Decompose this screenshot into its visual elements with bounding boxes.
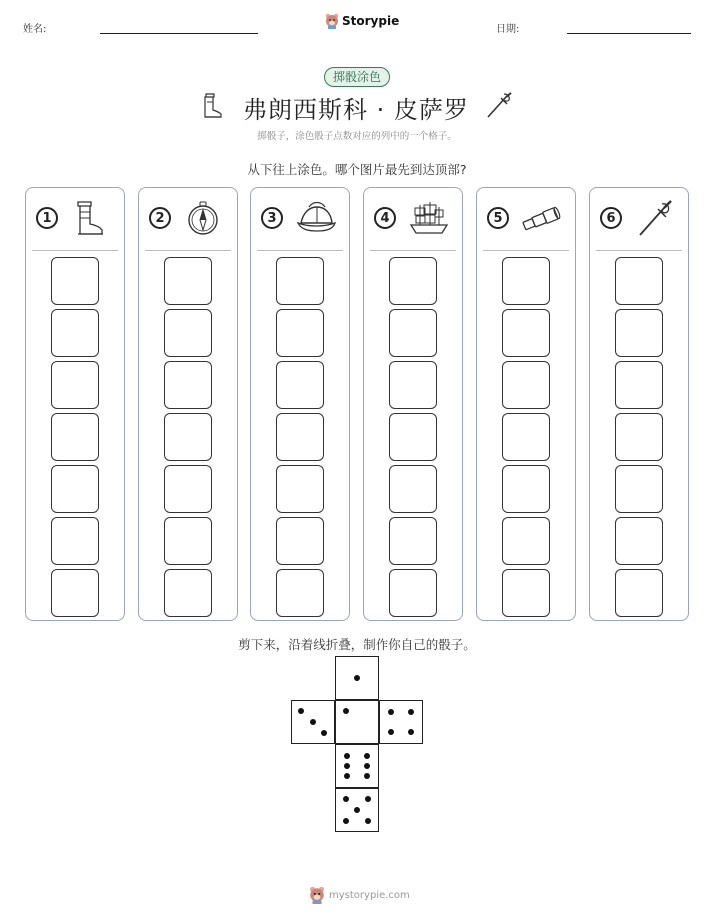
footer-url[interactable]: mystorypie.com <box>329 889 410 901</box>
color-cell[interactable] <box>615 309 663 357</box>
die-pip <box>408 729 414 735</box>
die-pip <box>388 729 394 735</box>
color-cell[interactable] <box>164 257 212 305</box>
column-2 <box>138 187 238 621</box>
die-face-6 <box>335 744 379 788</box>
color-cell[interactable] <box>276 309 324 357</box>
column-number: 6 <box>600 207 622 229</box>
sword-icon <box>484 90 514 120</box>
spyglass-icon <box>521 199 563 237</box>
name-line <box>100 33 258 34</box>
color-cell[interactable] <box>51 465 99 513</box>
color-cell[interactable] <box>502 465 550 513</box>
column-3 <box>250 187 350 621</box>
color-cell[interactable] <box>502 413 550 461</box>
column-6 <box>589 187 689 621</box>
die-instruction: 剪下来，沿着线折叠，制作你自己的骰子。 <box>238 637 476 652</box>
die-face-3 <box>291 700 335 744</box>
color-cell[interactable] <box>389 257 437 305</box>
column-divider <box>596 250 682 251</box>
color-cell[interactable] <box>389 569 437 617</box>
color-cell[interactable] <box>615 361 663 409</box>
page-title: 弗朗西斯科 · 皮萨罗 <box>243 96 469 124</box>
die-pip <box>298 708 304 714</box>
color-cell[interactable] <box>164 413 212 461</box>
bear-logo-icon <box>309 886 325 904</box>
color-cell[interactable] <box>276 257 324 305</box>
color-cell[interactable] <box>51 257 99 305</box>
color-cell[interactable] <box>51 309 99 357</box>
color-cell[interactable] <box>615 465 663 513</box>
column-number: 2 <box>149 207 171 229</box>
conquistador-helmet-icon <box>295 199 337 237</box>
column-5 <box>476 187 576 621</box>
die-pip <box>321 730 327 736</box>
color-cell[interactable] <box>615 413 663 461</box>
compass-icon <box>183 199 225 237</box>
color-cell[interactable] <box>164 361 212 409</box>
galleon-ship-icon <box>408 199 450 237</box>
column-divider <box>257 250 343 251</box>
column-divider <box>483 250 569 251</box>
column-divider <box>370 250 456 251</box>
footer <box>309 886 410 904</box>
die-pip <box>310 719 316 725</box>
logo-text: Storypie <box>342 14 400 28</box>
color-cell[interactable] <box>51 361 99 409</box>
color-cell[interactable] <box>276 361 324 409</box>
sword-icon <box>634 199 676 237</box>
column-4 <box>363 187 463 621</box>
die-face-5 <box>335 788 379 832</box>
color-cell[interactable] <box>502 569 550 617</box>
subtitle: 掷骰子，涂色骰子点数对应的列中的一个格子。 <box>257 131 457 142</box>
color-cell[interactable] <box>389 361 437 409</box>
color-cell[interactable] <box>276 517 324 565</box>
boot-icon <box>200 92 226 120</box>
color-cell[interactable] <box>164 465 212 513</box>
die-pip <box>344 753 350 759</box>
color-cell[interactable] <box>502 309 550 357</box>
die-pip <box>364 773 370 779</box>
bear-logo-icon <box>325 13 339 29</box>
date-line <box>567 33 691 34</box>
die-face-4 <box>379 700 423 744</box>
die-pip <box>365 796 371 802</box>
column-number: 5 <box>487 207 509 229</box>
column-1 <box>25 187 125 621</box>
color-cell[interactable] <box>502 517 550 565</box>
instruction-text: 从下往上涂色。哪个图片最先到达顶部? <box>247 162 467 177</box>
name-label: 姓名: <box>23 24 47 35</box>
color-cell[interactable] <box>51 569 99 617</box>
die-pip <box>343 796 349 802</box>
die-pip <box>343 818 349 824</box>
die-pip <box>364 763 370 769</box>
color-cell[interactable] <box>389 309 437 357</box>
column-number: 1 <box>36 207 58 229</box>
color-cell[interactable] <box>51 413 99 461</box>
die-pip <box>408 709 414 715</box>
color-cell[interactable] <box>276 569 324 617</box>
die-face-1-center <box>335 700 379 744</box>
color-cell[interactable] <box>389 413 437 461</box>
color-cell[interactable] <box>276 413 324 461</box>
column-divider <box>32 250 118 251</box>
color-cell[interactable] <box>51 517 99 565</box>
die-pip <box>343 708 349 714</box>
color-cell[interactable] <box>502 361 550 409</box>
column-number: 4 <box>374 207 396 229</box>
column-divider <box>145 250 231 251</box>
color-cell[interactable] <box>615 517 663 565</box>
storypie-logo <box>325 13 399 29</box>
color-cell[interactable] <box>164 517 212 565</box>
die-pip <box>388 709 394 715</box>
color-cell[interactable] <box>615 257 663 305</box>
color-cell[interactable] <box>502 257 550 305</box>
die-pip <box>354 807 360 813</box>
color-cell[interactable] <box>615 569 663 617</box>
color-cell[interactable] <box>164 569 212 617</box>
die-pip <box>364 753 370 759</box>
date-label: 日期: <box>496 24 520 35</box>
color-cell[interactable] <box>164 309 212 357</box>
color-cell[interactable] <box>389 465 437 513</box>
die-face-1-top <box>335 656 379 700</box>
die-pip <box>344 763 350 769</box>
activity-badge: 掷骰涂色 <box>324 67 390 87</box>
die-pip <box>344 773 350 779</box>
die-pip <box>354 675 360 681</box>
column-number: 3 <box>261 207 283 229</box>
boot-icon <box>70 199 112 237</box>
color-cell[interactable] <box>389 517 437 565</box>
die-pip <box>365 818 371 824</box>
color-cell[interactable] <box>276 465 324 513</box>
